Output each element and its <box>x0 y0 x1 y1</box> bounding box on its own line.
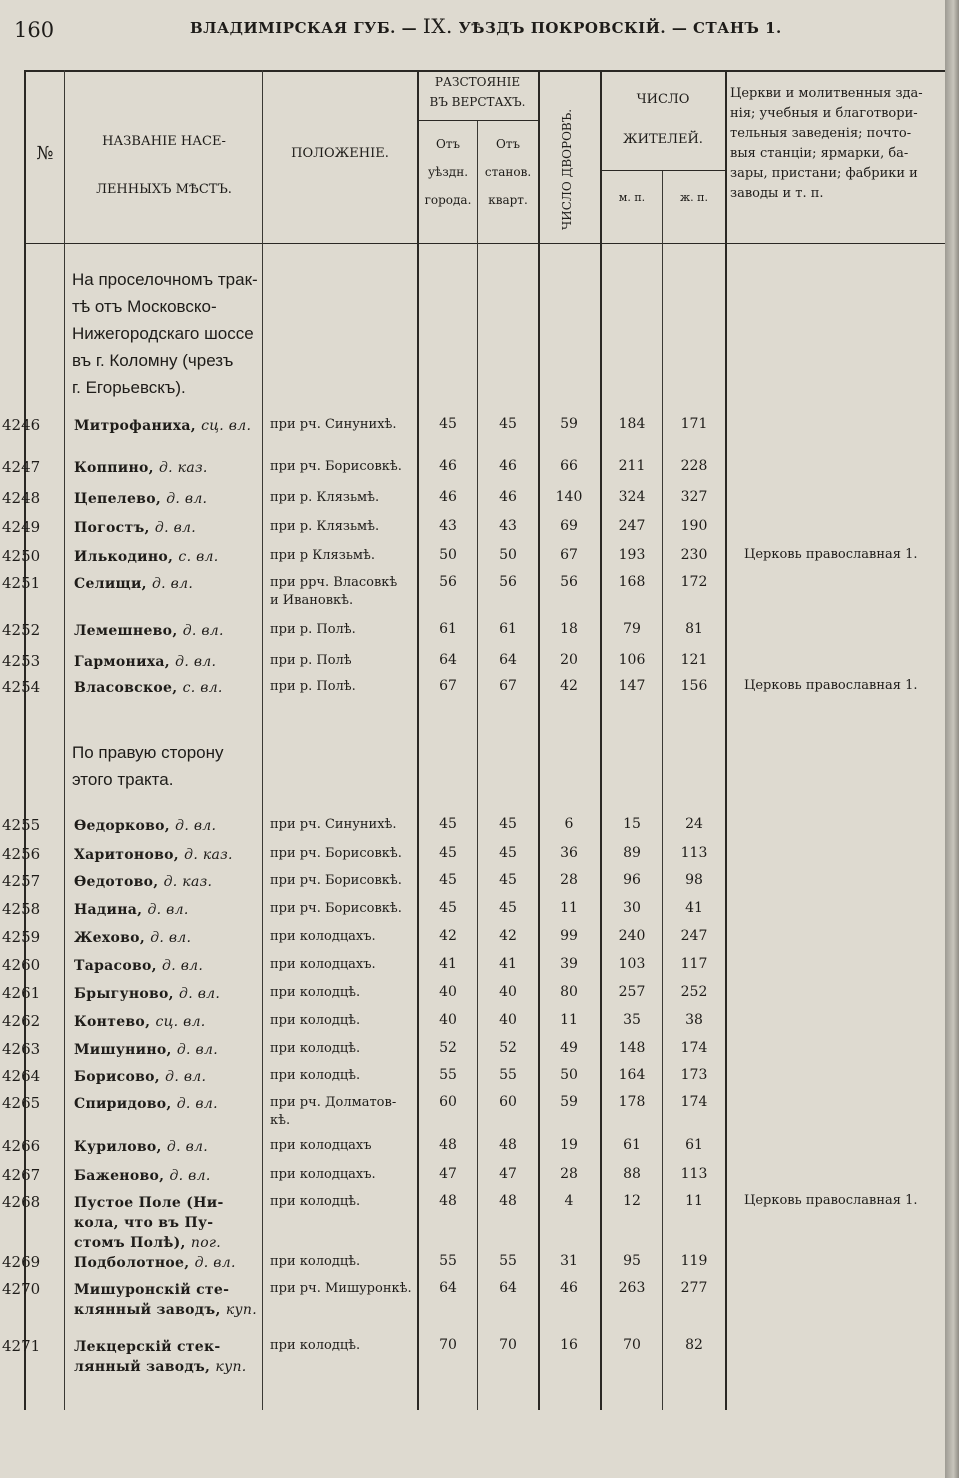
male-count: 103 <box>618 956 646 972</box>
distance-stan: 47 <box>499 1166 517 1182</box>
settlement-name-text: Гармониха, <box>74 654 170 670</box>
col-header-residents: ЧИСЛО ЖИТЕЛЕЙ. <box>623 92 703 147</box>
households-count: 59 <box>560 416 578 432</box>
row-number: 4256 <box>2 845 41 863</box>
distance-stan: 64 <box>499 1280 517 1296</box>
settlement-name-text: Жехово, <box>74 930 145 946</box>
settlement-type: куп. <box>215 1359 247 1375</box>
households-count: 6 <box>564 816 574 832</box>
distance-city: 46 <box>439 458 457 474</box>
distance-stan: 43 <box>499 518 517 534</box>
female-count: 41 <box>685 900 703 916</box>
col-header-dist-city: Отъ уѣздн. города. <box>424 137 472 207</box>
male-count: 193 <box>618 547 646 563</box>
female-count: 38 <box>685 1012 703 1028</box>
distance-city: 43 <box>439 518 457 534</box>
female-count: 171 <box>680 416 708 432</box>
settlement-name-text: Лемешнево, <box>74 623 178 639</box>
settlement-type: д. вл. <box>147 902 189 918</box>
distance-city: 64 <box>439 652 457 668</box>
settlement-name <box>74 1337 260 1377</box>
female-count: 173 <box>680 1067 708 1083</box>
households-count: 50 <box>560 1067 578 1083</box>
distance-stan: 50 <box>499 547 517 563</box>
settlement-name-text: Надина, <box>74 902 143 918</box>
distance-stan: 56 <box>499 574 517 590</box>
row-number: 4267 <box>2 1166 41 1184</box>
distance-city: 45 <box>439 872 457 888</box>
distance-city: 70 <box>439 1337 457 1353</box>
households-count: 99 <box>560 928 578 944</box>
distance-stan: 55 <box>499 1067 517 1083</box>
distance-city: 40 <box>439 1012 457 1028</box>
households-count: 28 <box>560 872 578 888</box>
notes: Церковь православная 1. <box>744 678 918 693</box>
row-number: 4249 <box>2 518 41 536</box>
distance-city: 45 <box>439 816 457 832</box>
settlement-name-text: Брыгуново, <box>74 986 174 1002</box>
distance-stan: 52 <box>499 1040 517 1056</box>
settlement-name <box>74 1280 260 1320</box>
settlement-name <box>74 928 260 948</box>
male-count: 178 <box>618 1094 646 1110</box>
settlement-name <box>74 1253 260 1273</box>
female-count: 247 <box>680 928 708 944</box>
distance-city: 61 <box>439 621 457 637</box>
settlement-name <box>74 1040 260 1060</box>
male-count: 168 <box>618 574 646 590</box>
page-number: 160 <box>14 18 55 42</box>
row-number: 4258 <box>2 900 41 918</box>
male-count: 240 <box>618 928 646 944</box>
settlement-name-text: Митрофаниха, <box>74 418 196 434</box>
row-number: 4264 <box>2 1067 41 1085</box>
distance-city: 67 <box>439 678 457 694</box>
male-count: 30 <box>623 900 641 916</box>
row-number: 4266 <box>2 1137 41 1155</box>
settlement-name-text: Власовское, <box>74 680 178 696</box>
settlement-name <box>74 816 260 836</box>
distance-city: 50 <box>439 547 457 563</box>
settlement-type: д. вл. <box>176 1096 218 1112</box>
row-number: 4252 <box>2 621 41 639</box>
households-count: 31 <box>560 1253 578 1269</box>
settlement-name <box>74 416 260 436</box>
settlement-type: д. вл. <box>166 1139 208 1155</box>
households-count: 11 <box>560 1012 578 1028</box>
residents-subheader-rule <box>600 170 725 171</box>
settlement-position: при рч. Борисовкѣ. <box>270 873 402 888</box>
settlement-position: при рч. Синунихѣ. <box>270 417 397 432</box>
households-count: 16 <box>560 1337 578 1353</box>
row-number: 4260 <box>2 956 41 974</box>
female-count: 11 <box>685 1193 703 1209</box>
female-count: 156 <box>680 678 708 694</box>
settlement-type: д. вл. <box>152 576 194 592</box>
male-count: 88 <box>623 1166 641 1182</box>
distance-city: 55 <box>439 1067 457 1083</box>
households-count: 4 <box>564 1193 574 1209</box>
settlement-position: при колодцѣ. <box>270 985 361 1000</box>
female-count: 277 <box>680 1280 708 1296</box>
distance-city: 45 <box>439 416 457 432</box>
male-count: 257 <box>618 984 646 1000</box>
settlement-type: д. вл. <box>150 930 192 946</box>
settlement-type: д. вл. <box>166 491 208 507</box>
settlement-name <box>74 984 260 1004</box>
settlement-name-text: Цепелево, <box>74 491 162 507</box>
col-header-distance: РАЗСТОЯНІЕ ВЪ ВЕРСТАХЪ. <box>429 75 526 109</box>
settlement-position: при рч. Мишуронкѣ. <box>270 1281 412 1296</box>
settlement-name-text: Ѳедотово, <box>74 874 159 890</box>
distance-stan: 61 <box>499 621 517 637</box>
col-rule-male <box>662 170 663 1410</box>
settlement-name-text: Лекцерскій стек- лянный заводъ, <box>74 1339 221 1375</box>
distance-city: 48 <box>439 1193 457 1209</box>
settlement-type: сц. вл. <box>155 1014 206 1030</box>
settlement-name-text: Мишунино, <box>74 1042 172 1058</box>
row-number: 4257 <box>2 872 41 890</box>
distance-stan: 48 <box>499 1137 517 1153</box>
distance-stan: 48 <box>499 1193 517 1209</box>
settlement-position: при колодцѣ. <box>270 1068 361 1083</box>
male-count: 15 <box>623 816 641 832</box>
settlement-name-text: Харитоново, <box>74 847 179 863</box>
row-number: 4248 <box>2 489 41 507</box>
settlement-position: при колодцѣ. <box>270 1013 361 1028</box>
female-count: 113 <box>680 1166 708 1182</box>
settlement-name-text: Мишуронскій сте- клянный заводъ, <box>74 1282 230 1318</box>
settlement-name <box>74 489 260 509</box>
distance-stan: 45 <box>499 816 517 832</box>
col-header-male: м. п. <box>618 191 646 204</box>
row-number: 4268 <box>2 1193 41 1211</box>
distance-city: 64 <box>439 1280 457 1296</box>
female-count: 24 <box>685 816 703 832</box>
distance-city: 52 <box>439 1040 457 1056</box>
settlement-name <box>74 956 260 976</box>
settlement-name <box>74 652 260 672</box>
female-count: 121 <box>680 652 708 668</box>
row-number: 4261 <box>2 984 41 1002</box>
settlement-name <box>74 621 260 641</box>
row-number: 4270 <box>2 1280 41 1298</box>
col-header-households: ЧИСЛО ДВОРОВЪ. <box>560 108 574 230</box>
distance-stan: 45 <box>499 416 517 432</box>
settlement-name <box>74 1193 260 1253</box>
households-count: 18 <box>560 621 578 637</box>
households-count: 19 <box>560 1137 578 1153</box>
settlement-type: д. вл. <box>175 818 217 834</box>
female-count: 228 <box>680 458 708 474</box>
households-count: 59 <box>560 1094 578 1110</box>
male-count: 70 <box>623 1337 641 1353</box>
settlement-position: при ррч. Власовкѣ и Ивановкѣ. <box>270 575 398 608</box>
settlement-position: при колодцѣ. <box>270 1338 361 1353</box>
settlement-type: сц. вл. <box>201 418 252 434</box>
distance-city: 56 <box>439 574 457 590</box>
male-count: 263 <box>618 1280 646 1296</box>
running-header-district: УѢЗДЪ ПОКРОВСКІЙ. — СТАНЪ 1. <box>458 19 782 37</box>
settlement-type: с. вл. <box>182 680 223 696</box>
settlement-name-text: Коппино, <box>74 460 154 476</box>
male-count: 247 <box>618 518 646 534</box>
settlement-name-text: Илькодино, <box>74 549 174 565</box>
row-number: 4246 <box>2 416 41 434</box>
col-header-no: № <box>36 143 54 164</box>
settlement-name <box>74 872 260 892</box>
col-header-dist-stan: Отъ станов. кварт. <box>484 137 532 207</box>
col-header-female: ж. п. <box>680 191 708 204</box>
notes: Церковь православная 1. <box>744 1193 918 1208</box>
male-count: 184 <box>618 416 646 432</box>
settlement-name <box>74 845 260 865</box>
settlement-position: при колодцахъ. <box>270 1167 376 1182</box>
section-heading-route: На проселочномъ трак- тѣ отъ Московско- Нижегородскаго шоссе въ г. Коломну (чрезъ г. Егорьевскъ). <box>72 270 258 397</box>
settlement-name-text: Баженово, <box>74 1168 165 1184</box>
female-count: 61 <box>685 1137 703 1153</box>
settlement-position: при рч. Долматов- кѣ. <box>270 1095 397 1128</box>
male-count: 164 <box>618 1067 646 1083</box>
settlement-name-text: Борисово, <box>74 1069 160 1085</box>
settlement-position: при рч. Борисовкѣ. <box>270 459 402 474</box>
settlement-type: д. вл. <box>165 1069 207 1085</box>
female-count: 174 <box>680 1094 708 1110</box>
settlement-name <box>74 1012 260 1032</box>
male-count: 79 <box>623 621 641 637</box>
settlement-name-text: Спиридово, <box>74 1096 172 1112</box>
settlement-type: д. каз. <box>159 460 208 476</box>
distance-stan: 70 <box>499 1337 517 1353</box>
settlement-position: при р. Клязьмѣ. <box>270 519 380 534</box>
settlement-position: при колодцахъ. <box>270 929 376 944</box>
households-count: 39 <box>560 956 578 972</box>
female-count: 119 <box>680 1253 708 1269</box>
male-count: 12 <box>623 1193 641 1209</box>
settlement-name <box>74 678 260 698</box>
settlement-position: при р. Полѣ. <box>270 679 356 694</box>
settlement-name-text: Контево, <box>74 1014 151 1030</box>
male-count: 35 <box>623 1012 641 1028</box>
male-count: 148 <box>618 1040 646 1056</box>
row-number: 4250 <box>2 547 41 565</box>
male-count: 147 <box>618 678 646 694</box>
settlement-name <box>74 1137 260 1157</box>
female-count: 98 <box>685 872 703 888</box>
male-count: 106 <box>618 652 646 668</box>
households-count: 46 <box>560 1280 578 1296</box>
col-rule-dist-stan <box>538 70 540 1410</box>
settlement-type: д. каз. <box>184 847 233 863</box>
settlement-position: при колодцѣ. <box>270 1194 361 1209</box>
settlement-position: при р. Клязьмѣ. <box>270 490 380 505</box>
page-edge <box>945 0 959 1478</box>
row-number: 4259 <box>2 928 41 946</box>
settlement-name-text: Ѳедорково, <box>74 818 170 834</box>
settlement-position: при колодцахъ. <box>270 957 376 972</box>
settlement-name-text: Подболотное, <box>74 1255 190 1271</box>
distance-city: 40 <box>439 984 457 1000</box>
distance-city: 48 <box>439 1137 457 1153</box>
distance-stan: 46 <box>499 489 517 505</box>
row-number: 4263 <box>2 1040 41 1058</box>
distance-city: 55 <box>439 1253 457 1269</box>
row-number: 4255 <box>2 816 41 834</box>
row-number: 4254 <box>2 678 41 696</box>
households-count: 20 <box>560 652 578 668</box>
distance-stan: 45 <box>499 900 517 916</box>
row-number: 4253 <box>2 652 41 670</box>
settlement-name <box>74 1166 260 1186</box>
settlement-type: д. вл. <box>182 623 224 639</box>
col-rule-name <box>262 70 263 1410</box>
households-count: 69 <box>560 518 578 534</box>
row-number: 4262 <box>2 1012 41 1030</box>
row-number: 4269 <box>2 1253 41 1271</box>
households-count: 56 <box>560 574 578 590</box>
distance-city: 47 <box>439 1166 457 1182</box>
households-count: 67 <box>560 547 578 563</box>
col-rule-no <box>64 70 65 1410</box>
row-number: 4247 <box>2 458 41 476</box>
households-count: 80 <box>560 984 578 1000</box>
households-count: 49 <box>560 1040 578 1056</box>
settlement-type: д. вл. <box>194 1255 236 1271</box>
female-count: 117 <box>680 956 708 972</box>
distance-city: 45 <box>439 900 457 916</box>
distance-stan: 55 <box>499 1253 517 1269</box>
row-number: 4251 <box>2 574 41 592</box>
settlement-name <box>74 574 260 594</box>
settlement-name-text: Пустое Поле (Ни- кола, что въ Пу- стомъ Полѣ), <box>74 1195 224 1251</box>
settlement-type: д. вл. <box>162 958 204 974</box>
distance-subheader-rule <box>417 120 538 121</box>
settlement-name <box>74 458 260 478</box>
settlement-name-text: Тарасово, <box>74 958 157 974</box>
female-count: 174 <box>680 1040 708 1056</box>
distance-stan: 64 <box>499 652 517 668</box>
households-count: 42 <box>560 678 578 694</box>
male-count: 95 <box>623 1253 641 1269</box>
settlement-position: при р Клязьмѣ. <box>270 548 376 563</box>
settlement-position: при р. Полѣ. <box>270 622 356 637</box>
settlement-type: д. каз. <box>163 874 213 890</box>
female-count: 81 <box>685 621 703 637</box>
distance-stan: 40 <box>499 1012 517 1028</box>
households-count: 28 <box>560 1166 578 1182</box>
notes: Церковь православная 1. <box>744 547 918 562</box>
settlement-name <box>74 547 260 567</box>
section-heading-right-side: По правую сторону этого тракта. <box>72 743 224 789</box>
male-count: 96 <box>623 872 641 888</box>
settlement-type: д. вл. <box>154 520 196 536</box>
female-count: 252 <box>680 984 708 1000</box>
settlement-name <box>74 1094 260 1114</box>
settlement-name <box>74 518 260 538</box>
settlement-position: при рч. Борисовкѣ. <box>270 846 402 861</box>
distance-stan: 45 <box>499 845 517 861</box>
distance-stan: 45 <box>499 872 517 888</box>
settlement-name <box>74 1067 260 1087</box>
distance-stan: 46 <box>499 458 517 474</box>
settlement-type: д. вл. <box>179 986 221 1002</box>
settlement-position: при рч. Синунихѣ. <box>270 817 397 832</box>
female-count: 113 <box>680 845 708 861</box>
settlement-position: при р. Полѣ <box>270 653 352 668</box>
households-count: 66 <box>560 458 578 474</box>
settlement-name-text: Погостъ, <box>74 520 150 536</box>
distance-city: 60 <box>439 1094 457 1110</box>
settlement-type: д. вл. <box>175 654 217 670</box>
distance-city: 45 <box>439 845 457 861</box>
col-header-notes: Церкви и молитвенныя зда- нія; учебныя и благотвори- тельныя заведенія; почто- выя станціи; ярмарки, ба- зары, пристани; фабрики и заводы и т. п. <box>730 86 923 201</box>
running-header-section: IX. <box>422 14 453 38</box>
bleed-through-text <box>733 240 945 1400</box>
distance-city: 46 <box>439 489 457 505</box>
male-count: 324 <box>618 489 646 505</box>
settlement-position: при колодцѣ. <box>270 1254 361 1269</box>
male-count: 61 <box>623 1137 641 1153</box>
col-header-name: НАЗВАНІЕ НАСЕ- ЛЕННЫХЪ МѢСТЪ. <box>96 134 232 197</box>
settlement-name <box>74 900 260 920</box>
col-rule-female <box>725 70 727 1410</box>
settlement-name-text: Курилово, <box>74 1139 162 1155</box>
row-number: 4271 <box>2 1337 41 1355</box>
settlement-type: д. вл. <box>169 1168 211 1184</box>
running-header <box>190 14 782 38</box>
distance-stan: 40 <box>499 984 517 1000</box>
male-count: 211 <box>618 458 646 474</box>
female-count: 190 <box>680 518 708 534</box>
distance-stan: 60 <box>499 1094 517 1110</box>
settlement-name-text: Селищи, <box>74 576 147 592</box>
households-count: 36 <box>560 845 578 861</box>
female-count: 327 <box>680 489 708 505</box>
distance-stan: 67 <box>499 678 517 694</box>
distance-stan: 42 <box>499 928 517 944</box>
col-rule-dist-city <box>477 120 478 1410</box>
settlement-position: при рч. Борисовкѣ. <box>270 901 402 916</box>
households-count: 140 <box>555 489 583 505</box>
settlement-type: пог. <box>190 1235 222 1251</box>
col-rule-households <box>600 70 602 1410</box>
male-count: 89 <box>623 845 641 861</box>
settlement-type: д. вл. <box>176 1042 218 1058</box>
settlement-position: при колодцахъ <box>270 1138 372 1153</box>
col-header-position: ПОЛОЖЕНІЕ. <box>291 146 389 161</box>
female-count: 82 <box>685 1337 703 1353</box>
households-count: 11 <box>560 900 578 916</box>
distance-city: 41 <box>439 956 457 972</box>
settlement-type: куп. <box>225 1302 257 1318</box>
distance-stan: 41 <box>499 956 517 972</box>
settlement-position: при колодцѣ. <box>270 1041 361 1056</box>
col-rule-position <box>417 70 419 1410</box>
female-count: 230 <box>680 547 708 563</box>
settlement-type: с. вл. <box>178 549 219 565</box>
row-number: 4265 <box>2 1094 41 1112</box>
female-count: 172 <box>680 574 708 590</box>
distance-city: 42 <box>439 928 457 944</box>
running-header-province: ВЛАДИМІРСКАЯ ГУБ. — <box>190 19 418 37</box>
